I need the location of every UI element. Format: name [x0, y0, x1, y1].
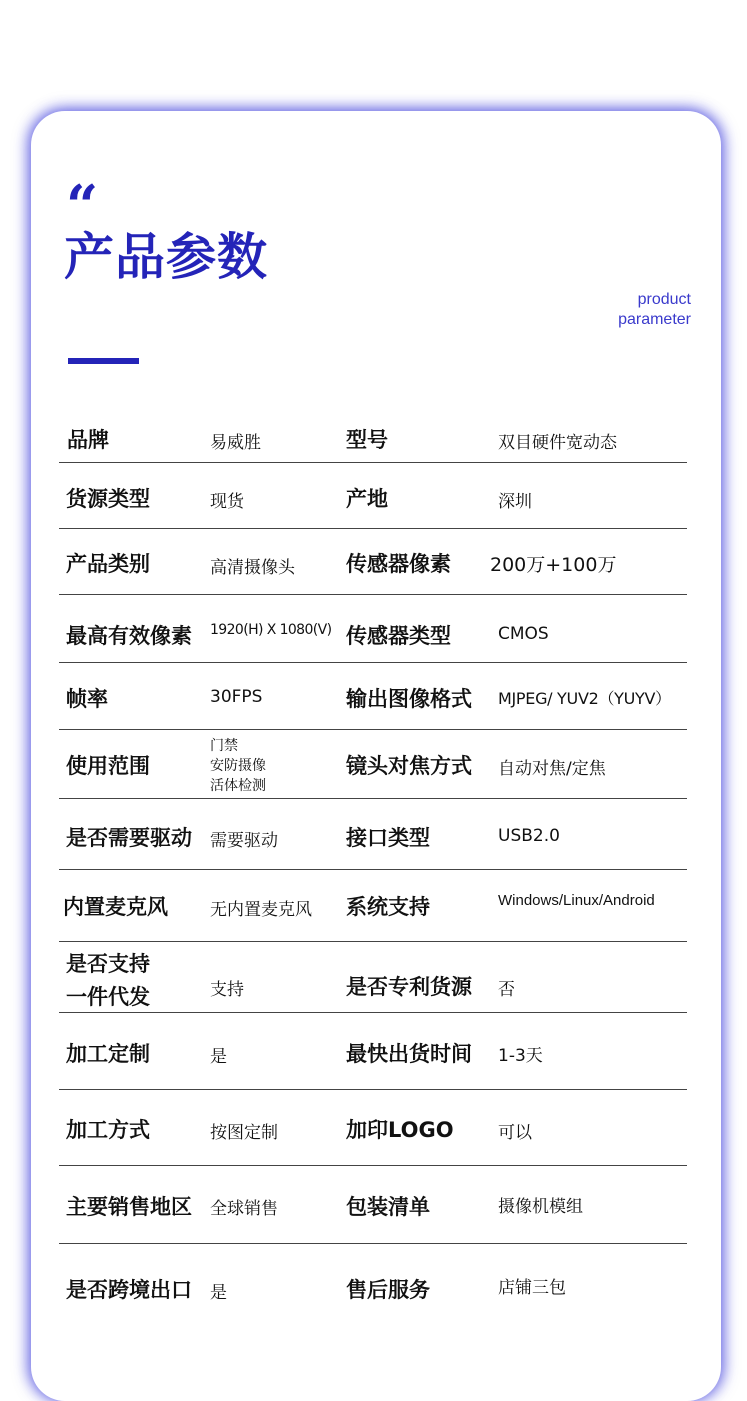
subtitle-line-1: product	[637, 291, 691, 308]
row-8-label-2: 系统支持	[346, 895, 430, 919]
row-9-label-1	[66, 948, 150, 1014]
row-2-label-1: 货源类型	[66, 487, 150, 511]
row-1-value-2: 双目硬件宽动态	[498, 433, 617, 453]
row-5-value-2: MJPEG/ YUV2（YUYV）	[498, 689, 671, 708]
row-divider	[59, 941, 687, 942]
row-6-value-1-line: 门禁	[210, 738, 238, 754]
row-7-value-2: USB2.0	[498, 826, 560, 846]
row-4-label-2: 传感器类型	[346, 624, 451, 648]
row-1-value-1: 易威胜	[210, 433, 261, 453]
row-8-label-1: 内置麦克风	[63, 895, 168, 919]
row-3-label-1: 产品类别	[66, 552, 150, 576]
row-3-label-2: 传感器像素	[346, 552, 451, 576]
row-11-value-2: 可以	[498, 1123, 532, 1143]
page-subtitle	[618, 290, 691, 330]
row-divider	[59, 528, 687, 529]
accent-bar	[68, 358, 139, 364]
row-1-label-1: 品牌	[67, 428, 109, 452]
row-11-label-2: 加印LOGO	[346, 1118, 454, 1142]
row-divider	[59, 1089, 687, 1090]
row-8-value-1: 无内置麦克风	[210, 900, 312, 920]
row-divider	[59, 729, 687, 730]
row-7-value-1: 需要驱动	[210, 831, 278, 851]
row-2-value-1: 现货	[210, 492, 244, 512]
row-7-label-1: 是否需要驱动	[66, 826, 192, 850]
row-6-label-2: 镜头对焦方式	[346, 754, 472, 778]
row-12-label-1: 主要销售地区	[66, 1195, 192, 1219]
row-4-label-1: 最高有效像素	[66, 624, 192, 648]
row-9-label-1-line: 一件代发	[66, 985, 150, 1009]
row-10-label-2: 最快出货时间	[346, 1042, 472, 1066]
row-5-label-1: 帧率	[66, 687, 108, 711]
row-4-value-2: CMOS	[498, 624, 549, 644]
row-12-value-2: 摄像机模组	[498, 1197, 583, 1217]
page-title: 产品参数	[64, 228, 268, 286]
row-11-value-1: 按图定制	[210, 1123, 278, 1143]
row-13-label-2: 售后服务	[346, 1278, 430, 1302]
row-12-label-2: 包装清单	[346, 1195, 430, 1219]
row-7-label-2: 接口类型	[346, 826, 430, 850]
row-3-value-1: 高清摄像头	[210, 558, 295, 578]
row-divider	[59, 462, 687, 463]
row-6-value-1-line: 安防摄像	[210, 758, 266, 774]
row-3-value-2: 200万+100万	[490, 554, 617, 576]
row-8-value-2: Windows/Linux/Android	[498, 892, 655, 909]
row-9-label-2: 是否专利货源	[346, 975, 472, 999]
row-divider	[59, 594, 687, 595]
row-2-value-2: 深圳	[498, 492, 532, 512]
row-10-label-1: 加工定制	[66, 1042, 150, 1066]
row-9-value-1: 支持	[210, 980, 244, 1000]
row-6-value-1	[210, 736, 266, 796]
row-6-value-1-line: 活体检测	[210, 778, 266, 794]
row-divider	[59, 869, 687, 870]
quote-mark: “	[66, 173, 93, 239]
row-10-value-1: 是	[210, 1047, 227, 1067]
row-11-label-1: 加工方式	[66, 1118, 150, 1142]
row-13-label-1: 是否跨境出口	[66, 1278, 192, 1302]
subtitle-line-2: parameter	[618, 311, 691, 328]
row-divider	[59, 1165, 687, 1166]
row-divider	[59, 798, 687, 799]
row-divider	[59, 1243, 687, 1244]
row-10-value-2: 1-3天	[498, 1046, 543, 1066]
row-2-label-2: 产地	[346, 487, 388, 511]
row-9-value-2: 否	[498, 980, 515, 1000]
row-6-label-1: 使用范围	[66, 754, 150, 778]
row-12-value-1: 全球销售	[210, 1199, 278, 1219]
row-4-value-1: 1920(H) X 1080(V)	[210, 622, 332, 638]
row-5-value-1: 30FPS	[210, 687, 263, 707]
row-divider	[59, 1012, 687, 1013]
row-6-value-2: 自动对焦/定焦	[498, 759, 606, 779]
row-divider	[59, 662, 687, 663]
row-1-label-2: 型号	[346, 428, 388, 452]
row-13-value-1: 是	[210, 1283, 227, 1303]
row-9-label-1-line: 是否支持	[66, 952, 150, 976]
row-13-value-2: 店铺三包	[498, 1278, 566, 1298]
row-5-label-2: 输出图像格式	[346, 687, 472, 711]
